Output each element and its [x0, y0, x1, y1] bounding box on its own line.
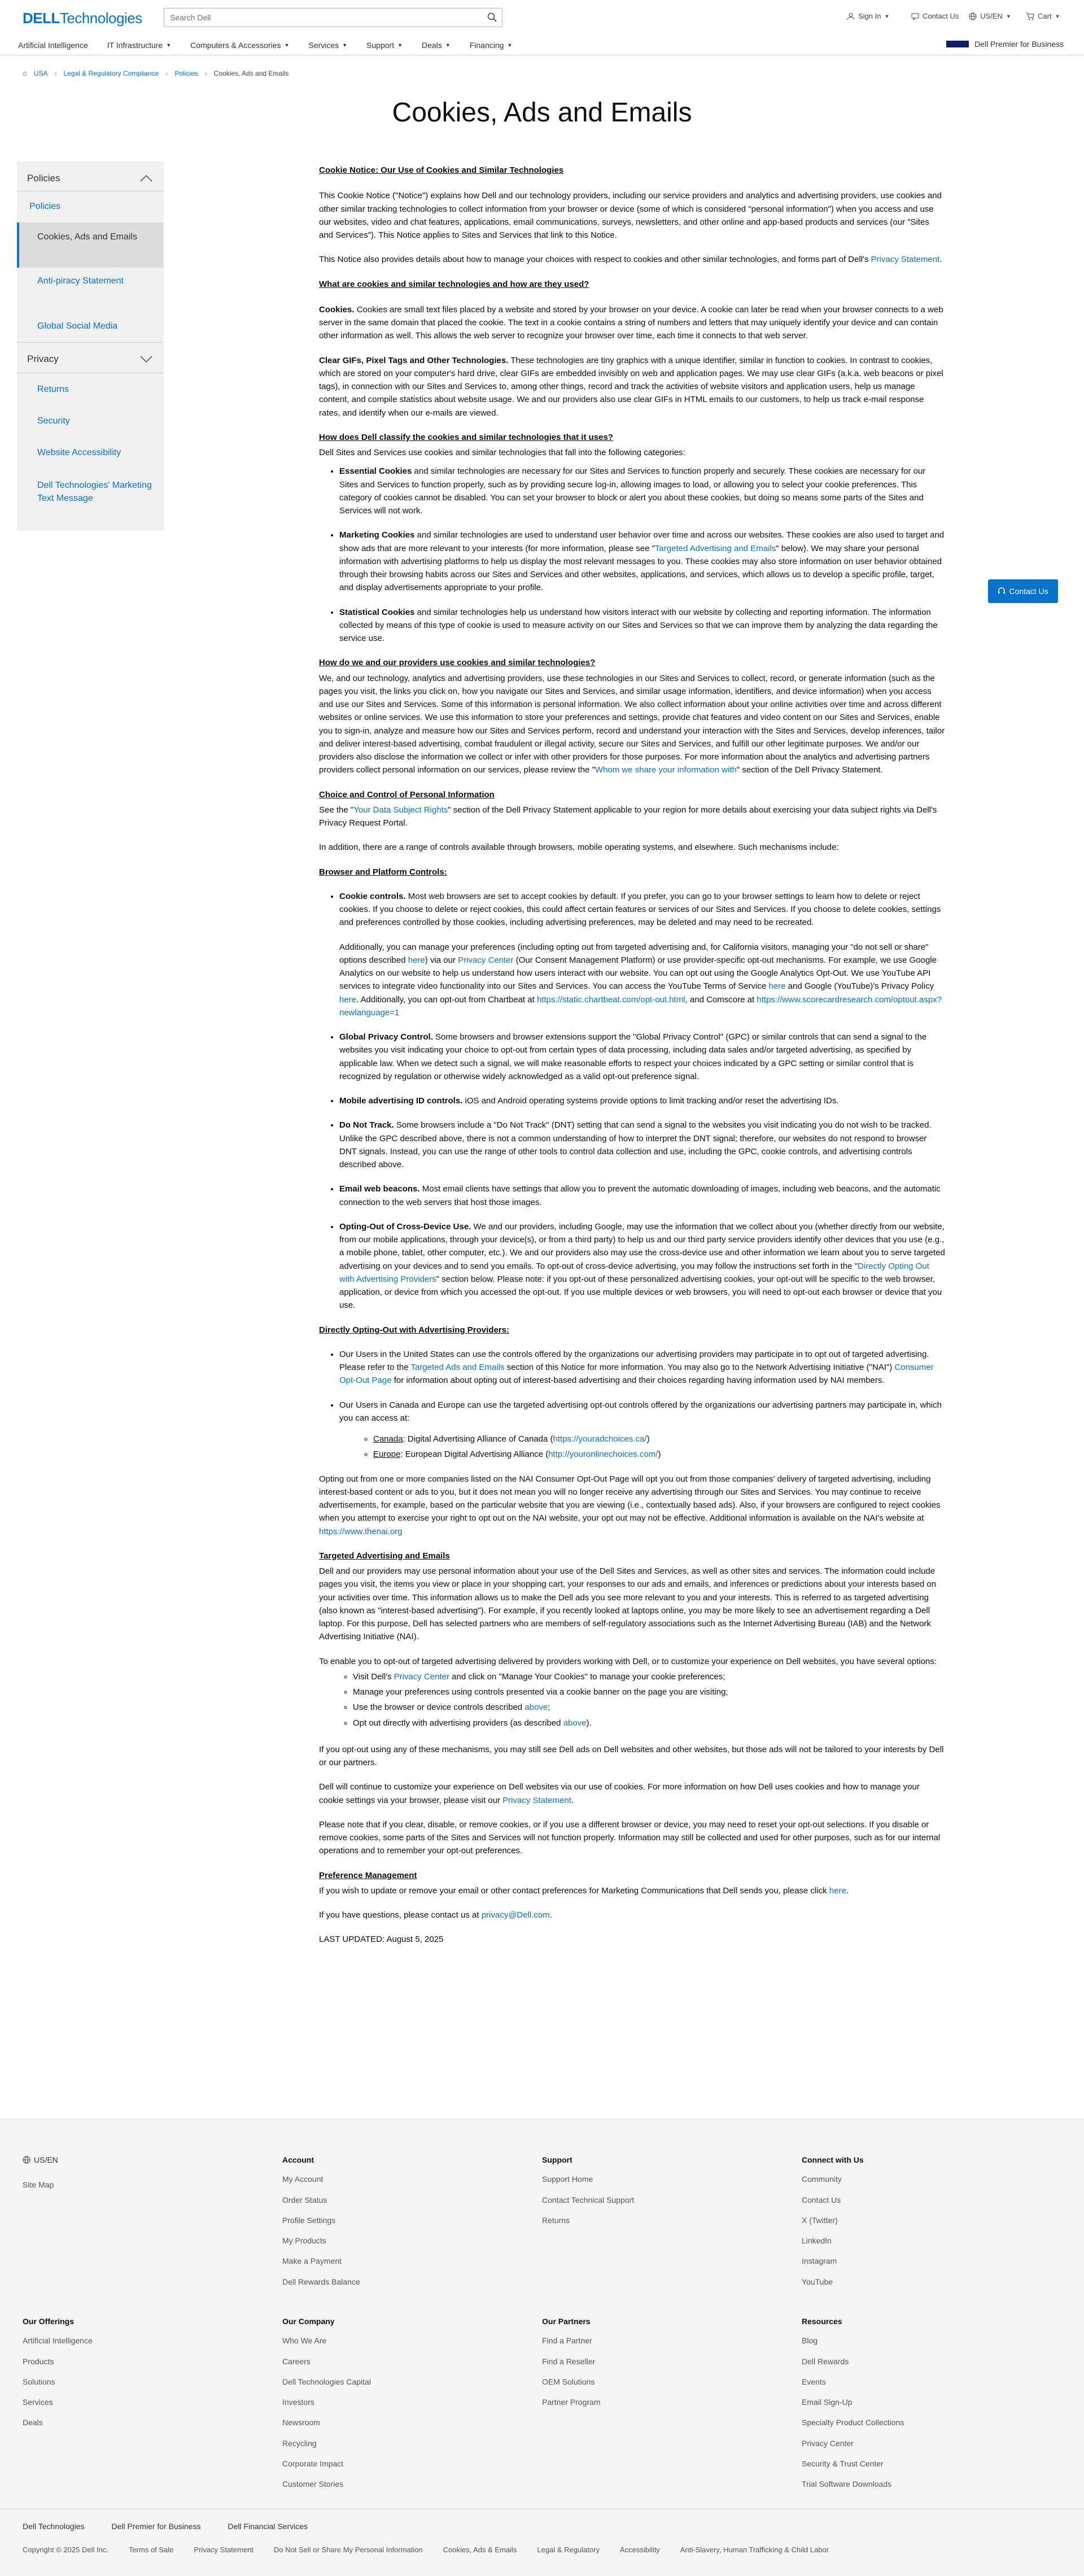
legal-link[interactable]: Accessibility	[620, 2546, 660, 2554]
legal-link[interactable]: Terms of Sale	[128, 2546, 174, 2554]
breadcrumb-usa[interactable]: USA	[33, 69, 48, 77]
text: and similar technologies are necessary for our Sites and Services to function properly and securely. These cookies are necessary for our Sites and Services to function properly, such as by providing secure log-in, allowing images to load, or allowing you to select your cookie preferences. This category of cookies cannot be disabled. You can set your browser to block or alert you about these cookies, but doing so means some parts of the Sites and Services will not work.	[339, 466, 926, 516]
legal-link[interactable]: Anti-Slavery, Human Trafficking & Child Labor	[680, 2546, 829, 2554]
choices-paragraph: This Notice also provides details about how to manage your choices with respect to cookies and other similar technologies, and forms part of Dell's Privacy Statement.	[319, 255, 942, 265]
footer-link[interactable]: Careers	[282, 2356, 311, 2366]
footer-link[interactable]: My Account	[282, 2175, 324, 2184]
directly-opting-out-link[interactable]: Directly Opting Out with Advertising Providers	[339, 1261, 929, 1284]
term: Statistical Cookies	[339, 607, 415, 617]
cookies-paragraph	[319, 303, 946, 343]
sidebar-section-label: Privacy	[27, 353, 59, 364]
footer-link[interactable]: Dell Technologies Capital	[282, 2377, 371, 2386]
heading-classify: How does Dell classify the cookies and similar technologies that it uses?	[319, 432, 613, 442]
footer-col-account	[282, 2154, 360, 2296]
list-item	[339, 1031, 946, 1083]
list-item: ◦ Canada: Digital Advertising Alliance of Canada (https://youradchoices.ca/)	[373, 1433, 946, 1446]
list-item	[353, 1670, 946, 1683]
text: Our Users in Canada and Europe can use the targeted advertising opt-out controls offered by the organizations our advertising partners may participate in, which you can access at:	[339, 1400, 942, 1423]
sidebar-item-label: Cookies, Ads and Emails	[37, 232, 137, 242]
text: , and Comscore at	[685, 994, 757, 1005]
text: We, and our technology, analytics and advertising providers, use these technologies in our Sites and Services to collect, record, or generate information (such as the pages you visit, the links you click on, how you navigate our Sites and Services, and similar usage information, identifiers, and device information) when you access and use our Sites and Services. Some of this information is personal information. We also collect information about your online activities over time and across different websites or online services. We use this information to store your preferences and settings, provide chat features and video content on our Sites and Services, enable you to sign-in, analyze and measure how our Sites and Services perform, record and understand your interaction with the Sites and Services, develop inferences, tailor and deliver interest-based advertising, combat fraudulent or illegal activity, secure our Sites and Services, and fulfill our other legitimate purposes. We and/or our providers also disclose the information we collect or infer with other providers for those purposes. For more information about the analytics and advertising partners providers collect personal information on our services, please review the "	[319, 673, 945, 775]
region-label: US/EN	[34, 2155, 58, 2164]
cart-icon	[1025, 12, 1034, 20]
footer-link[interactable]: Contact Technical Support	[542, 2195, 635, 2204]
classify-intro: Dell Sites and Services use cookies and similar technologies that fall into the following categories:	[319, 448, 685, 457]
footer-link[interactable]: OEM Solutions	[542, 2377, 595, 2386]
chevron-down-icon: ▼	[884, 13, 890, 19]
text: Use the browser or device controls described	[353, 1702, 525, 1713]
footer-link[interactable]: Products	[23, 2356, 54, 2366]
footer-col-company	[282, 2316, 371, 2499]
text: " section of the Dell Privacy Statement.	[736, 765, 883, 775]
copyright: Copyright © 2025 Dell Inc.	[23, 2546, 108, 2554]
breadcrumb-policies[interactable]: Policies	[174, 69, 198, 77]
nav-label: Deals	[422, 41, 442, 50]
heading-providers: How do we and our providers use cookies and similar technologies?	[319, 658, 596, 668]
cart-label: Cart	[1038, 12, 1052, 20]
chartbeat-optout-link[interactable]: https://static.chartbeat.com/opt-out.html	[536, 994, 685, 1005]
footer-link[interactable]: Recycling	[282, 2438, 317, 2448]
nai-optout-link[interactable]: Consumer Opt-Out Page	[339, 1363, 934, 1386]
text: If you wish to update or remove your email or other contact preferences for Marketing Communications that Dell sends you, please click	[319, 1885, 829, 1896]
chevron-down-icon: ▼	[397, 42, 403, 48]
footer-link[interactable]: Blog	[802, 2336, 818, 2346]
text: Dell will continue to customize your experience on Dell websites via our use of cookies. For more information on how Dell uses cookies and how to manage your cookie settings via your browser, please visit our	[319, 1782, 920, 1805]
comscore-optout-link[interactable]: https://www.scorecardresearch.com/optout.aspx?newlanguage=1	[339, 994, 942, 1018]
breadcrumb	[23, 68, 289, 79]
text: This Notice also provides details about how to manage your choices with respect to cookies and other similar technologies, and forms part of Dell's	[319, 255, 871, 265]
text: and similar technologies help us understand how visitors interact with our website by collecting and reporting information. The information collected by means of this type of cookie is used to measure activity on our Sites and Services so that we can improve them by analyzing the data regarding the service use.	[339, 607, 938, 643]
note-paragraph: Please note that if you clear, disable, or remove cookies, or if you use a different browser or device, you may need to reset your opt-out selections. If you disable or remove cookies, some parts of the Sites and Services will not function properly. Information may still be collected and used for other purposes, such as for our internal operations and to remember your opt-out preferences.	[319, 1819, 941, 1856]
headset-icon	[998, 587, 1006, 595]
legal-link[interactable]: Do Not Sell or Share My Personal Information	[273, 2546, 423, 2554]
dell-technologies-logo[interactable]	[23, 8, 142, 29]
sidebar	[17, 161, 164, 531]
privacy-center-link[interactable]: Privacy Center	[394, 1671, 449, 1682]
text: and click on "Manage Your Cookies" to manage your cookie preferences;	[449, 1671, 725, 1682]
term: Marketing Cookies	[339, 530, 415, 540]
footer-link[interactable]: Dell Rewards	[802, 2356, 849, 2366]
nav-item-support[interactable]	[366, 40, 403, 51]
legal-link[interactable]: Legal & Regulatory	[537, 2546, 600, 2554]
text: section of this Notice for more information. You may also go to the Network Advertising Initiative ("NAI")	[504, 1363, 895, 1372]
footer-link[interactable]: Specialty Product Collections	[802, 2418, 904, 2427]
logo-mark: DELL	[23, 10, 60, 27]
footer-link[interactable]: YouTube	[802, 2277, 833, 2286]
list-item: ◦ Europe: European Digital Advertising Alliance (http://youronlinechoices.com/)	[373, 1448, 946, 1461]
whom-we-share-link[interactable]: Whom we share your information with	[595, 765, 737, 775]
footer-brands	[23, 2521, 308, 2532]
chevron-down-icon: ▼	[1006, 13, 1011, 19]
premier-link[interactable]	[946, 38, 1064, 50]
term: Opting-Out of Cross-Device Use.	[339, 1221, 471, 1232]
google-privacy-link[interactable]: here	[339, 994, 357, 1005]
region-optout-list	[373, 1433, 946, 1461]
privacy-email-link[interactable]: privacy@Dell.com	[481, 1910, 550, 1920]
preference-paragraph: If you wish to update or remove your email or other contact preferences for Marketing Communications that Dell sends you, please click here.	[319, 1885, 849, 1896]
footer-link[interactable]: Events	[802, 2377, 826, 2386]
footer-heading: Connect with Us	[802, 2155, 864, 2164]
direct-optout-list	[339, 1348, 946, 1461]
footer-link[interactable]: Find a Partner	[542, 2336, 592, 2346]
nav-label: Financing	[469, 41, 504, 50]
term: Clear GIFs, Pixel Tags and Other Technologies.	[319, 355, 509, 365]
text: Cookies are small text files placed by a website and stored by your browser on your device. A cookie can later be read when your browser connects to a web server in the same domain that placed the cookie. The text in a cookie contains a string of numbers and letters that may uniquely identify your device and can contain other information as well. This allows the web server to recognize your browser over time, each time it connects to that web server.	[319, 304, 943, 341]
footer-link[interactable]: Partner Program	[542, 2398, 601, 2407]
still-see-ads-paragraph: If you opt-out using any of these mechanisms, you may still see Dell ads on Dell websites and other websites, but those ads will not be tailored to your interests by Dell or our partners.	[319, 1744, 944, 1767]
privacy-center-link[interactable]: Privacy Center	[458, 955, 514, 965]
footer-heading: Our Company	[282, 2317, 335, 2326]
contact-label: Contact Us	[923, 12, 959, 20]
nav-item-financing[interactable]	[470, 40, 513, 51]
footer-col-support	[542, 2154, 634, 2235]
chevron-up-icon	[140, 175, 152, 182]
text: (Our Consent Management Platform) or use provider-specific opt-out mechanisms. For example, we use Google Analytics on our website to help us understand how users interact with our website. You can opt out using the Google Analytics Opt-Out. We use YouTube API services to integrate video functionality into our Sites and Services. You can access the YouTube Terms of Service	[339, 955, 937, 992]
sidebar-item-cookies[interactable]	[17, 222, 164, 268]
text: ;	[548, 1702, 550, 1713]
contact-us-link[interactable]	[911, 11, 959, 22]
chevron-down-icon: ▼	[166, 42, 172, 48]
text: : Digital Advertising Alliance of Canada (	[403, 1434, 553, 1444]
breadcrumb-current: Cookies, Ads and Emails	[213, 69, 289, 77]
site-header	[0, 0, 1084, 55]
list-item	[339, 1399, 946, 1461]
text: Most web browsers are set to accept cookies by default. If you prefer, you can go to your browser settings to learn how to delete or reject cookies. If you choose to delete or reject cookies, this could affect certain features or services of our Sites and Services. If you choose to delete cookies, settings and preferences controlled by those cookies, including advertising preferences, may be deleted and may need to be recreated.	[339, 891, 941, 928]
footer-region	[23, 2154, 58, 2200]
footer-link[interactable]: Instagram	[802, 2256, 837, 2266]
text: These technologies are tiny graphics with a unique identifier, similar in function to cookies. In contrast to cookies, which are stored on your computer's hard drive, clear GIFs are embedded invisibly on web and application pages. We may use clear GIFs (a.k.a. web beacons or pixel tags), in connection with our Sites and Services to, among other things, record and track the activities of website visitors and application users, help us manage content, and compile statistics about website usage. We and our providers also use clear GIFs in HTML emails to our customers, to help us track e-mail response rates, and identify when our e-mails are viewed.	[319, 355, 943, 418]
targeted-advertising-link[interactable]: Targeted Advertising and Emails	[654, 543, 776, 553]
contact-us-floating-button[interactable]	[988, 579, 1058, 603]
list-item	[339, 1094, 946, 1107]
nav-item-computers[interactable]	[190, 40, 289, 51]
text: " below). We may share your personal information with advertising platforms to help us display the most relevant messages to you. These cookies may also store information on user behavior obtained through their browsing habits across our Sites and Services and other websites, applications, and services, which allows us to develop a specific profile, target, and display advertisements appropriate to your profile.	[339, 543, 942, 593]
sidebar-section-privacy[interactable]	[17, 348, 164, 370]
text: for information about opting out of interest-based advertising and their choices regarding having information used by NAI members.	[391, 1376, 885, 1386]
daac-link[interactable]: https://youradchoices.ca/	[553, 1434, 647, 1444]
brand-link[interactable]: Dell Financial Services	[228, 2522, 308, 2531]
sidebar-item-policies[interactable]	[17, 197, 164, 217]
intro-paragraph: This Cookie Notice ("Notice") explains how Dell and our technology providers, including our service providers and analytics and advertising providers, use cookies and other similar tracking technologies to collect information from your browser or device (some of which is considered "personal information") when you access and use our websites, video and chat features, applications, email communications, surveys, newsletters, and other online and app-based products and services (our "Sites and Services"). This Notice applies to Sites and Services that link to this Notice.	[319, 191, 942, 240]
footer-link[interactable]: Trial Software Downloads	[802, 2479, 891, 2489]
sidebar-item-social[interactable]	[17, 320, 164, 333]
footer-link[interactable]: Investors	[282, 2398, 314, 2407]
term: Global Privacy Control.	[339, 1032, 433, 1042]
providers-paragraph	[319, 672, 946, 777]
footer-link[interactable]: Who We Are	[282, 2336, 327, 2346]
globe-icon	[23, 2156, 30, 2164]
nav-label: Support	[366, 41, 395, 50]
heading-choice: Choice and Control of Personal Information	[319, 789, 495, 800]
footer-col-offerings	[23, 2316, 93, 2438]
footer-link[interactable]: Services	[23, 2398, 53, 2407]
divider	[17, 342, 164, 343]
nav-label: Services	[308, 41, 339, 50]
gifs-paragraph	[319, 354, 946, 420]
youtube-terms-link[interactable]: here	[768, 981, 786, 992]
text: and similar technologies are used to understand user behavior over time and across our websites. These cookies are also used to target and show ads that are more relevant to your interests (for more information, please see "	[339, 530, 945, 553]
sidebar-item-label: Global Social Media	[37, 321, 118, 331]
main-nav	[18, 40, 512, 51]
search-placeholder: Search Dell	[170, 13, 211, 22]
legal-link[interactable]: Cookies, Ads & Emails	[443, 2546, 517, 2554]
nav-label: Artificial Intelligence	[18, 41, 88, 50]
region-label: Canada	[373, 1434, 403, 1444]
nai-paragraph	[319, 1473, 946, 1538]
brand-link[interactable]: Dell Technologies	[23, 2522, 85, 2531]
search-input[interactable]	[164, 8, 502, 27]
sidebar-item-label: Security	[37, 416, 70, 426]
list-item	[339, 890, 946, 1019]
optout-options-list	[353, 1670, 946, 1730]
list-item: ◦ Manage your preferences using controls presented via a cookie banner on the page you are visiting;	[353, 1686, 946, 1699]
questions-paragraph: If you have questions, please contact us at privacy@Dell.com.	[319, 1910, 552, 1920]
heading-cookie-notice: Cookie Notice: Our Use of Cookies and Similar Technologies	[319, 165, 564, 175]
footer-link[interactable]: Dell Rewards Balance	[282, 2277, 360, 2286]
footer-link[interactable]: Find a Reseller	[542, 2356, 596, 2366]
premier-label: Dell Premier for Business	[974, 40, 1064, 49]
footer-link[interactable]: Email Sign-Up	[802, 2398, 853, 2407]
premier-icon	[946, 41, 969, 47]
edaa-link[interactable]: http://youronlinechoices.com/	[548, 1449, 658, 1460]
term: Do Not Track.	[339, 1120, 394, 1130]
list-item	[339, 1119, 946, 1171]
term: Email web beacons.	[339, 1184, 420, 1194]
nav-item-ai[interactable]	[18, 40, 88, 51]
list-item	[353, 1701, 946, 1714]
sidebar-item-marketing-text[interactable]	[17, 479, 164, 505]
chevron-right-icon: ›	[54, 69, 57, 77]
nav-item-deals[interactable]	[422, 40, 451, 51]
term: Cookies.	[319, 304, 355, 315]
text: ) via our	[425, 955, 458, 965]
text: and Google (YouTube)'s Privacy Policy	[785, 981, 934, 992]
text: If you have questions, please contact us at	[319, 1910, 482, 1920]
chevron-down-icon: ▼	[445, 42, 451, 48]
list-item	[353, 1717, 946, 1730]
footer-heading: Our Partners	[542, 2317, 591, 2326]
chat-icon	[911, 12, 919, 20]
footer-link[interactable]: Solutions	[23, 2377, 55, 2386]
cookie-controls-extra	[339, 941, 946, 1020]
text: Opt out directly with advertising providers (as described	[353, 1718, 563, 1728]
footer-link[interactable]: Customer Stories	[282, 2479, 344, 2489]
sidebar-item-accessibility[interactable]	[17, 446, 164, 459]
text: See the "	[319, 805, 354, 815]
text: We and our providers, including Google, may use the information that we collect about you (whether directly from our website, from our mobile applications, through your device(s), or from a third party) to help us and our third party service providers identify other devices that you use (e.g., a mobile phone, tablet, other computer, etc.). We and our providers also may use the cross-device use and other information we learn about you to serve targeted advertising on your devices and to send you emails. To opt-out of cross-device advertising, you may follow the instructions set forth in the "	[339, 1221, 945, 1271]
footer-link[interactable]: Community	[802, 2175, 842, 2184]
text: Some browsers and browser extensions support the "Global Privacy Control" (GPC) or similar controls that can send a signal to the websites you visit indicating your choice to opt-out from certain types of data processing, including data sales and/or targeted advertising, as specified by applicable law. When we detect such a signal, we will make reasonable efforts to respect your choices indicated by a GPC setting or similar control that is recognized by regulation or otherwise widely acknowledged as a valid opt-out preference signal.	[339, 1032, 927, 1081]
targeted-paragraph: Dell and our providers may use personal information about your use of the Dell Sites and Services, as well as other sites and services. The information could include pages you visit, the items you view or place in your shopping cart, your responses to our ads and emails, and inferences or predictions about your interests based on your activities over time. This information allows us to make the Dell ads you see more relevant to you and your interests. This is referred to as targeted advertising (also known as "interest-based advertising"). For example, if you recently looked at laptops online, you may be more likely to see an advertisement regarding a Dell laptop. For this purpose, Dell has selected partners who are members of self-regulatory associations such as the Internet Advertising Bureau (IAB) and the Network Advertising Initiative (NAI).	[319, 1566, 937, 1642]
list-item	[339, 529, 946, 594]
footer-link[interactable]: Contact Us	[802, 2195, 841, 2204]
text: Most email clients have settings that allow you to prevent the automatic downloading of images, including web beacons, and the automatic connection to the web servers that host those images.	[339, 1184, 941, 1207]
sidebar-item-anti-piracy[interactable]	[17, 274, 164, 287]
region-label: US/EN	[980, 12, 1003, 20]
last-updated: LAST UPDATED: August 5, 2025	[319, 1935, 444, 1945]
footer-link[interactable]: My Products	[282, 2236, 326, 2246]
footer-link[interactable]: Security & Trust Center	[802, 2459, 884, 2469]
heading-browser-controls: Browser and Platform Controls:	[319, 867, 447, 877]
footer-link[interactable]: Make a Payment	[282, 2256, 342, 2266]
chevron-down-icon	[140, 356, 152, 363]
footer-link[interactable]: X (Twitter)	[802, 2215, 838, 2225]
privacy-statement-link[interactable]: Privacy Statement	[871, 255, 940, 265]
text: . Additionally, you can opt-out from Chartbeat at	[356, 994, 537, 1005]
footer-link[interactable]: Deals	[23, 2418, 43, 2427]
nav-label: Computers & Accessories	[190, 41, 281, 50]
footer-heading: Resources	[802, 2317, 842, 2326]
footer-region-selector[interactable]	[23, 2154, 58, 2165]
sitemap-link[interactable]: Site Map	[23, 2180, 54, 2190]
text: Additionally, you can manage your preferences (including opting out from targeted advertising and, for California visitors, managing your "do not sell or share" options described	[339, 942, 929, 965]
breadcrumb-legal[interactable]: Legal & Regulatory Compliance	[63, 69, 159, 77]
above-link[interactable]: above	[563, 1718, 587, 1728]
sidebar-item-returns[interactable]	[17, 383, 164, 396]
text: Our Users in the United States can use the controls offered by the organizations our advertising providers may participate in to opt out of targeted advertising. Please refer to the	[339, 1349, 929, 1372]
heading-preference: Preference Management	[319, 1870, 417, 1880]
heading-what-are-cookies: What are cookies and similar technologies and how are they used?	[319, 279, 589, 289]
footer-link[interactable]: Order Status	[282, 2195, 327, 2204]
chevron-right-icon: ›	[165, 69, 168, 77]
heading-targeted: Targeted Advertising and Emails	[319, 1551, 450, 1561]
text: ).	[586, 1718, 592, 1728]
customize-paragraph: Dell will continue to customize your experience on Dell websites via our use of cookies. For more information on how Dell uses cookies and how to manage your cookie settings via your browser, please visit our Privacy Statement.	[319, 1782, 920, 1805]
sidebar-item-label: Policies	[29, 202, 61, 211]
list-item	[339, 1348, 946, 1387]
term: Mobile advertising ID controls.	[339, 1096, 463, 1106]
footer-link[interactable]: Corporate Impact	[282, 2459, 344, 2469]
sidebar-item-label: Returns	[37, 385, 69, 394]
text: : European Digital Advertising Alliance (	[400, 1449, 549, 1460]
region-label: Europe	[373, 1449, 401, 1460]
term: Essential Cookies	[339, 466, 412, 477]
footer-col-connect	[802, 2154, 864, 2296]
footer-legal	[23, 2545, 829, 2556]
choice-paragraph	[319, 804, 946, 830]
browser-controls-list	[339, 890, 946, 1312]
chevron-down-icon: ▼	[342, 42, 348, 48]
policy-content	[319, 164, 946, 1958]
list-item	[339, 606, 946, 645]
chevron-down-icon: ▼	[507, 42, 513, 48]
footer-link[interactable]: LinkedIn	[802, 2236, 832, 2246]
text: " section of the Dell Privacy Statement applicable to your region for more details about exercising your data subject rights via Dell's Privacy Request Portal.	[319, 805, 937, 828]
text: iOS and Android operating systems provide options to limit tracking and/or reset the advertising IDs.	[462, 1096, 839, 1106]
cart-link[interactable]	[1025, 11, 1060, 22]
footer-link[interactable]: Returns	[542, 2215, 570, 2225]
list-item	[339, 1182, 946, 1209]
globe-icon	[969, 12, 977, 20]
footer-link[interactable]: Privacy Center	[802, 2438, 854, 2448]
footer-link[interactable]: Artificial Intelligence	[23, 2336, 93, 2346]
footer-heading: Our Offerings	[23, 2317, 75, 2326]
text: " section below. Please note: if you opt-out of these personalized advertising cookies, your opt-out will be specific to the web browser, application, or device from which you accessed the opt-out. If you use multiple devices or web browsers, you will need to opt-out each browser or device that you use.	[339, 1274, 942, 1311]
site-footer	[0, 2119, 1084, 2576]
page-title: Cookies, Ads and Emails	[392, 98, 692, 128]
nav-item-services[interactable]	[308, 40, 347, 51]
heading-direct-optout: Directly Opting-Out with Advertising Providers:	[319, 1325, 509, 1335]
text: Opting out from one or more companies listed on the NAI Consumer Opt-Out Page will opt you out from those companies' delivery of targeted advertising, including interest-based content or ads to you, but it does not mean you will no longer receive any advertising through our Sites and Services. You may continue to receive advertisements, for example, based on the particular website that you are viewing (i.e., contextually based ads). Also, if your browsers are configured to reject cookies when you attempt to exercise your right to opt out on the NAI website, your opt out may not be effective. Additional information is available on the NAI's website at	[319, 1474, 941, 1523]
footer-heading: Account	[282, 2155, 314, 2164]
controls-intro: In addition, there are a range of controls available through browsers, mobile operating systems, and elsewhere. Such mechanisms include:	[319, 842, 839, 853]
region-selector[interactable]	[969, 11, 1011, 22]
footer-col-partners	[542, 2316, 600, 2417]
sidebar-item-label: Website Accessibility	[37, 448, 121, 457]
enable-paragraph: To enable you to opt-out of targeted advertising delivered by providers working with Dell, or to customize your experience on Dell websites, you have several options:	[319, 1656, 937, 1666]
nav-item-it-infrastructure[interactable]	[107, 40, 171, 51]
data-subject-rights-link[interactable]: Your Data Subject Rights	[353, 805, 448, 815]
brand-link[interactable]: Dell Premier for Business	[111, 2522, 201, 2531]
privacy-statement-link[interactable]: Privacy Statement	[502, 1795, 571, 1805]
home-icon[interactable]: ⌂	[23, 69, 27, 77]
chevron-right-icon: ›	[204, 69, 207, 77]
sidebar-item-label: Anti-piracy Statement	[37, 276, 124, 286]
nav-label: IT Infrastructure	[107, 41, 163, 50]
footer-heading: Support	[542, 2155, 572, 2164]
contact-fab-label: Contact Us	[1009, 586, 1048, 596]
sidebar-item-security[interactable]	[17, 414, 164, 427]
cookie-categories-list	[339, 465, 946, 645]
do-not-sell-link[interactable]: here	[408, 955, 425, 965]
text: Some browsers include a "Do Not Track" (DNT) setting that can send a signal to the websites you visit indicating you do not wish to be tracked. Unlike the GPC described above, there is not a common understanding of how to interpret the DNT signal; therefore, our websites do not respond to browser DNT signals. Instead, you can use the range of other tools to control data collection and use, including the GPC, cookie controls, and advertising controls described above.	[339, 1120, 932, 1169]
list-item	[339, 465, 946, 517]
logo-text: Technologies	[59, 10, 142, 27]
chevron-down-icon: ▼	[284, 42, 290, 48]
footer-link[interactable]: Profile Settings	[282, 2215, 336, 2225]
legal-link[interactable]: Privacy Statement	[194, 2546, 253, 2554]
search-icon[interactable]	[487, 12, 497, 23]
targeted-ads-link[interactable]: Targeted Ads and Emails	[410, 1363, 505, 1372]
list-item	[339, 1220, 946, 1312]
user-icon	[847, 12, 855, 20]
sign-in-link[interactable]	[847, 11, 889, 22]
sidebar-section-policies[interactable]	[17, 167, 164, 190]
chevron-down-icon: ▼	[1055, 13, 1060, 19]
nai-website-link[interactable]: https://www.thenai.org	[319, 1526, 403, 1536]
sidebar-section-label: Policies	[27, 173, 60, 184]
sign-in-label: Sign In	[858, 12, 881, 20]
sidebar-item-label: Dell Technologies' Marketing Text Message	[37, 481, 152, 504]
above-link[interactable]: above	[524, 1702, 548, 1713]
footer-col-resources	[802, 2316, 904, 2499]
preference-link[interactable]: here	[829, 1885, 846, 1896]
text: Visit Dell's	[353, 1671, 394, 1682]
footer-link[interactable]: Newsroom	[282, 2418, 320, 2427]
term: Cookie controls.	[339, 891, 406, 901]
footer-link[interactable]: Support Home	[542, 2175, 593, 2184]
